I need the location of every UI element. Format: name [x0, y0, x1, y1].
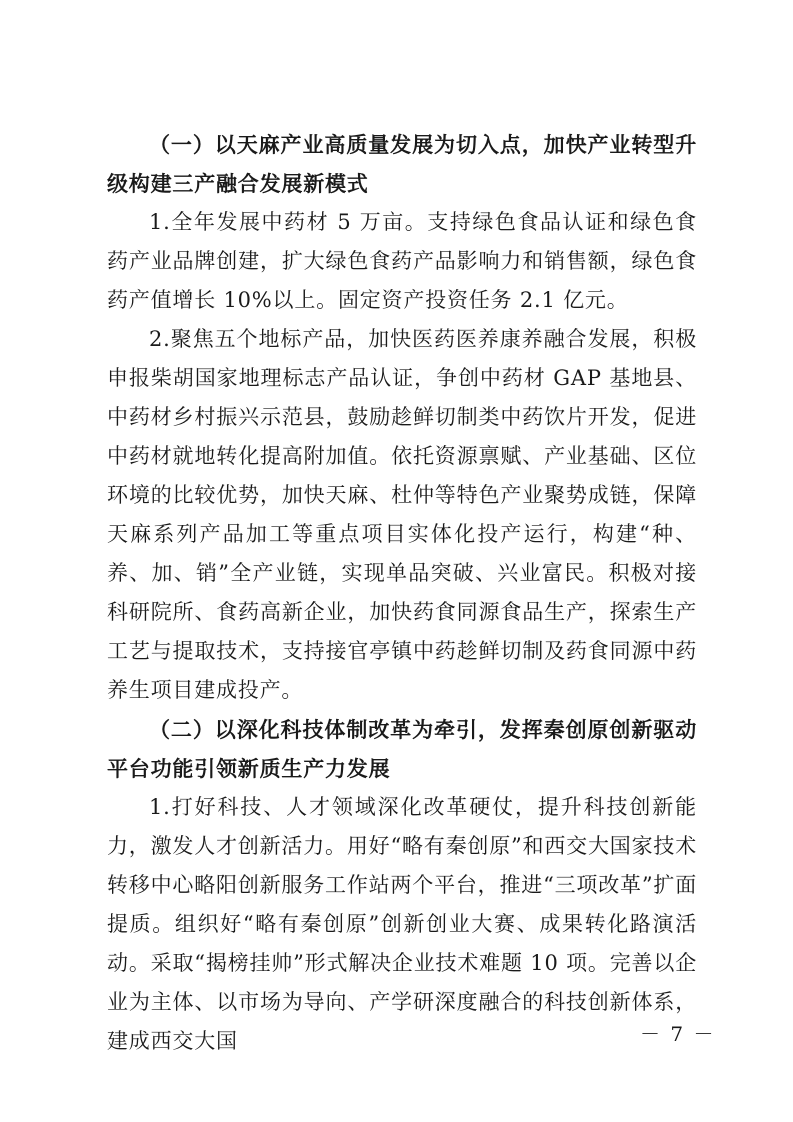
- paragraph-3: 1.打好科技、人才领域深化改革硬仗，提升科技创新能力，激发人才创新活力。用好“略有秦创原”和西交大国家技术转移中心略阳创新服务工作站两个平台，推进“三项改革”扩面提质。组织好“略有秦创原”创新创业大赛、成果转化路演活动。采取“揭榜挂帅”形式解决企业技术难题 10 项。完善以企业为主体、以市场为导向、产学研深度融合的科技创新体系，建成西交大国: [107, 795, 697, 1053]
- paragraph-2: 2.聚焦五个地标产品，加快医药医养康养融合发展，积极申报柴胡国家地理标志产品认证，争创中药材 GAP 基地县、中药材乡村振兴示范县，鼓励趁鲜切制类中药饮片开发，促进中药材就地转化提高附加值。依托资源禀赋、产业基础、区位环境的比较优势，加快天麻、杜仲等特色产业聚势成链，保障天麻系列产品加工等重点项目实体化投产运行，构建“种、养、加、销”全产业链，实现单品突破、兴业富民。积极对接科研院所、食药高新企业，加快药食同源食品生产，探索生产工艺与提取技术，支持接官亭镇中药趁鲜切制及药食同源中药养生项目建成投产。: [107, 327, 697, 702]
- paragraph-1: 1.全年发展中药材 5 万亩。支持绿色食品认证和绿色食药产业品牌创建，扩大绿色食药产品影响力和销售额，绿色食药产值增长 10%以上。固定资产投资任务 2.1 亿元。: [107, 210, 697, 312]
- document-body: [107, 125, 697, 1061]
- page-number: － 7 －: [640, 1022, 716, 1046]
- section-heading-1: （一）以天麻产业高质量发展为切入点，加快产业转型升级构建三产融合发展新模式: [107, 132, 697, 196]
- section-heading-2: （二）以深化科技体制改革为牵引，发挥秦创原创新驱动平台功能引领新质生产力发展: [107, 717, 697, 781]
